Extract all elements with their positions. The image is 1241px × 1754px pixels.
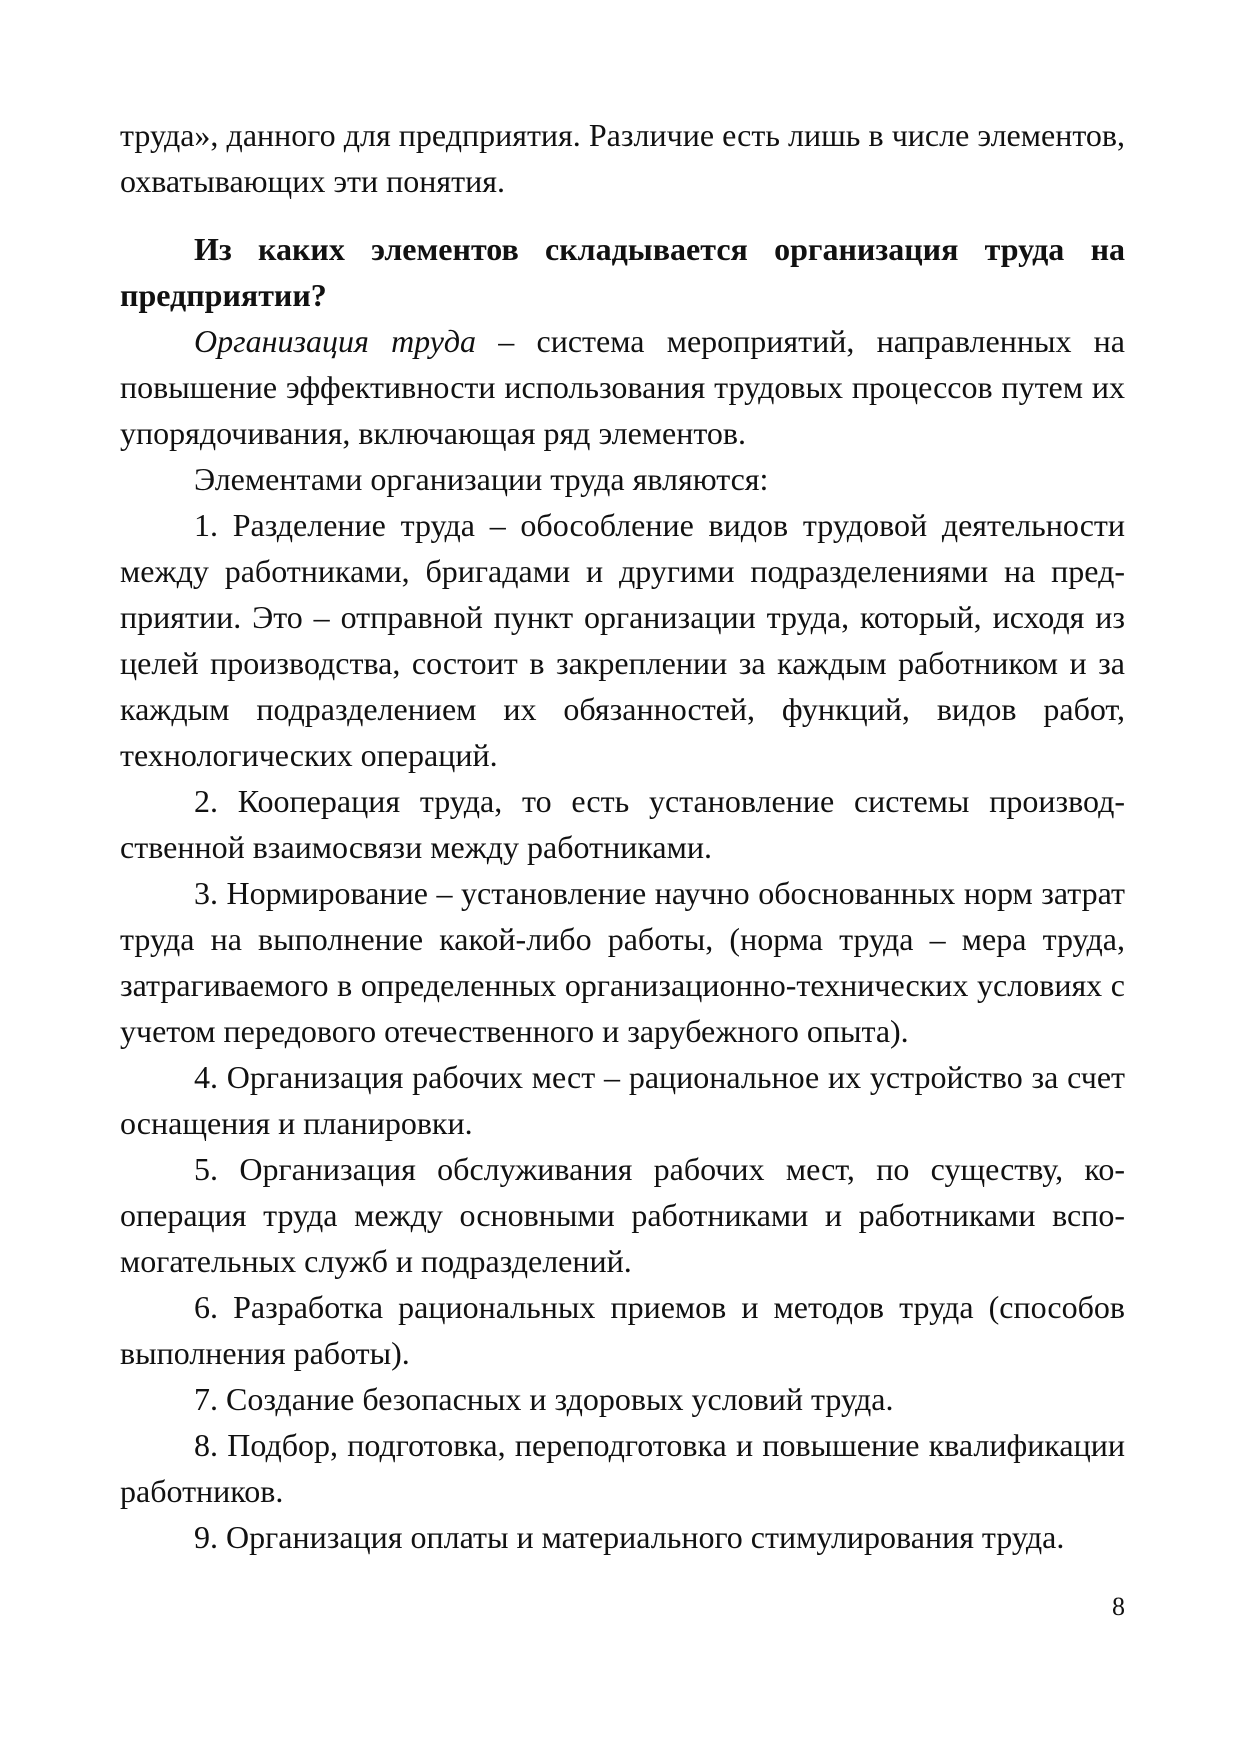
page-number: 8 [1112, 1592, 1125, 1621]
definition-text: – система мероприятий, направленных на повышение эффективности использования трудовых процессов путем их упорядочивания, включающая ряд элементов. [120, 323, 1125, 451]
list-item: 7. Создание безопасных и здоровых условий труда. [194, 1381, 894, 1417]
definition-paragraph [120, 318, 1125, 456]
list-item: 6. Разработка рациональных приемов и методов труда (способов выполнения работы). [120, 1289, 1125, 1371]
list-item: 5. Организация обслуживания рабочих мест, по существу, кооперация труда между основными работниками и работниками вспомогательных служб и подразделений. [120, 1151, 1125, 1279]
list-item: 2. Кооперация труда, то есть установление системы производственной взаимосвязи между работниками. [120, 783, 1125, 865]
list-item: 9. Организация оплаты и материального стимулирования труда. [194, 1519, 1065, 1555]
question-heading: Из каких элементов складывается организация труда на предприятии? [120, 231, 1125, 313]
list-item: 8. Подбор, подготовка, переподготовка и повышение квалификации работников. [120, 1427, 1125, 1509]
intro-paragraph: труда», данного для предприятия. Различие есть лишь в числе элементов, охватывающих эти понятия. [120, 117, 1125, 199]
list-item: 3. Нормирование – установление научно обоснованных норм затрат труда на выполнение какой-либо работы, (норма труда – мера труда, затрагиваемого в определенных организационно-технических условиях с учетом передового отечественного и зарубежного опыта). [120, 875, 1125, 1049]
list-item: 1. Разделение труда – обособление видов трудовой деятельности между работниками, бригадами и другими подразделениями на предприятии. Это – отправной пункт организации труда, который, исходя из целей производства, состоит в закреплении за каждым работником и за каждым подразделением их обязанностей, функций, видов работ, технологических операций. [120, 507, 1125, 773]
elements-intro: Элементами организации труда являются: [194, 461, 769, 497]
list-item: 4. Организация рабочих мест – рациональное их устройство за счет оснащения и планировки. [120, 1059, 1125, 1141]
definition-term: Организация труда [194, 323, 477, 359]
page-body [120, 112, 1125, 1560]
